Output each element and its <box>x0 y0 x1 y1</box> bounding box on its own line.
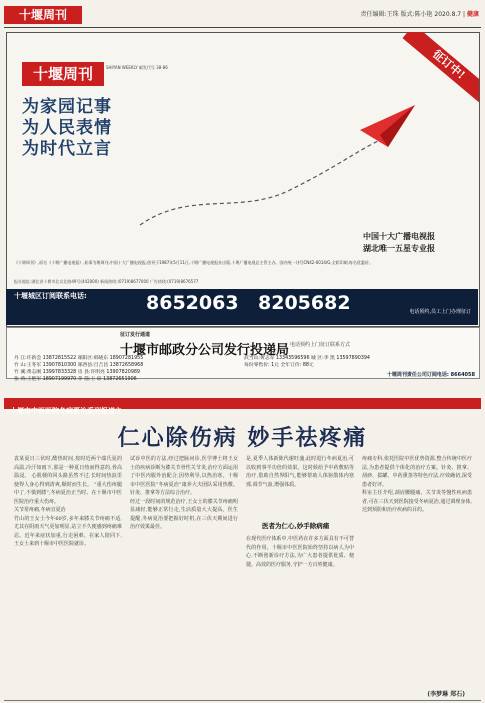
post-office-title: 十堰市邮政分公司发行投递局 <box>120 343 290 358</box>
article-subhead: 医者为仁心,妙手除病痛 <box>262 522 330 530</box>
slogan-2: 为人民表情 <box>22 118 112 138</box>
article-column-2: 试诊中医的方法,经过把脉问诊,医学博士将王女士的疾病诊断为膝关节骨性关节炎,治疗方面运用了中医内服外治配合,因势利导,以热治寒。十堰市中医医院“冬病夏治”康养大夫团队采用热敷、针灸、推拿等方法综合治疗。 经过一段时间的规范治疗,王女士的膝关节疼痛明显减轻,能够正常行走,生活质量大大提高。医生提醒,冬病夏治要把握好时机,在三伏天期间进行治疗效果最佳。 <box>130 456 238 530</box>
subscribe-heading: 十堰城区订阅联系电话: <box>14 292 87 300</box>
editor-meta <box>361 9 479 18</box>
post-office-note: 电话预约上门征订联系方式 <box>290 342 351 348</box>
section-bar-title: 十堰市中医医院冬病夏治系列报道之 <box>10 407 122 415</box>
article-column-3-top: 是,夏季人体新陈代谢旺盛,此时进行冬病夏治,可以收到事半功倍的效果。这时候给予中药敷贴等治疗,借助自然界阳气,能够帮助人体驱散体内寒邪,调节气血,增强体质。 <box>246 456 354 488</box>
office-row: 竹 溪:黄志刚 13997833328 房 县:许明亮 13907820989 <box>14 370 140 375</box>
page-section-label: 健康 <box>466 11 479 18</box>
media-claim-2: 湖北唯一五星专业报 <box>363 244 435 253</box>
media-claim-1: 中国十大广播电视报 <box>363 232 435 241</box>
masthead-logo: 十堰周刊 <box>22 62 104 86</box>
media-claims <box>300 231 435 255</box>
ad-footer: 十堰周刊责任公司订阅电话: 8664058 <box>386 372 475 378</box>
office-row: 张 湾:王艳军 18907199970 茅 箭:王 琼 13872651906 <box>14 377 137 382</box>
newspaper-section-tag: 十堰周刊 <box>4 6 82 24</box>
office-row: 丹 江:许新会 13872815522 郧阳区:韩晓东 18907281955 <box>14 356 144 361</box>
header-rule <box>4 27 481 28</box>
office-row: 武当山:黄志军 13343596596 城 区:李 凯 13597890394 <box>244 356 370 361</box>
office-row: 竹 山:王冬军 13907810300 郧西县:吕吉昌 13872658968 <box>14 363 144 368</box>
slogan-3: 为时代立言 <box>22 139 112 159</box>
article-column-4: 疼痛专科,依托医院中医优势资源,整合传统中医疗法,为患者提供个体化的治疗方案。针灸、推拿、刮痧、拔罐、中药熏蒸等特色疗法,疗效确切,深受患者好评。 科室主任介绍,颈肩腰腿痛、关节炎等慢性疾病患者,可在三伏天到医院接受冬病夏治,通过调理身体,达到预防和治疗疾病的目的。 <box>362 456 472 513</box>
paper-airplane-icon <box>130 95 420 235</box>
post-phone-label: 征订发行通道 <box>120 332 151 338</box>
phone-number-1: 8652063 <box>146 292 239 314</box>
slogan-1: 为家园记事 <box>22 97 112 117</box>
order-note: 电话预约,员工上门办理征订 <box>409 309 471 315</box>
price-note: 每份零售价: 1元 全年订价: 88元 <box>244 363 314 368</box>
ribbon-label: 征订中! <box>402 32 479 106</box>
article-column-1: 袁某夏日三伏时,酷热时间,按时近两个端氏夏的高温,冷汗如雨下,那是一种夏日热而得意的,骨高温浸。 心肌梗的回头路虽然不过,长时间热浪里使得人身心得到清爽,顺时而生长。 “重大伤疼腿中了,不慎到膝”,冬病夏治正当时。在十堰市中医医院治疗重大伤疼。 关节常疼痛,冬病宜夏治 竹山的王女士今年60岁,多年来膝关节疼痛不适,尤其在阴雨天气更加明显,站立不久便感到疼痛难忍。近年来症状加重,行走困难。在家人陪同下,王女士来到十堰市中医医院就诊。 <box>14 456 122 547</box>
ad-blurb: 《十堰周刊》,原名《十堰广播电视报》,始事为堰周刊,中国十大广播电视报,创刊于1987年5月11日,十堰广播电视报社出版,十堰广播电视总主管主办。国内统一刊号CN42-0014/G,全彩印刷,每名优惠价。 <box>14 260 373 265</box>
editor-meta-text: 责任编辑:王珠 版式:陈小艳 2020.8.7 | <box>360 11 466 18</box>
phone-number-2: 8205682 <box>258 292 351 314</box>
article-headline: 仁心除伤病 妙手祛疼痛 <box>117 425 368 451</box>
footer-rule <box>4 700 481 701</box>
article-byline: (李梦琳 郑石) <box>427 691 465 698</box>
masthead-subtitle: SHIYAN WEEKLY 邮发代号 38-86 <box>106 65 168 70</box>
section-bar <box>4 398 481 415</box>
ad-contact: 报社地址:湖北省十堰市北京北路49号(442000) 新闻热线:(0719)8677000 广告热线:(0719)8676577 <box>14 279 199 284</box>
article-column-3-bottom: 在现代医疗体系中,中医药在许多方面具有不可替代的作用。十堰市中医医院始终坚持以病人为中心,不断创新诊疗方法,为广大患者提供优质、便捷、高效的医疗服务,守护一方百姓健康。 <box>246 536 354 568</box>
